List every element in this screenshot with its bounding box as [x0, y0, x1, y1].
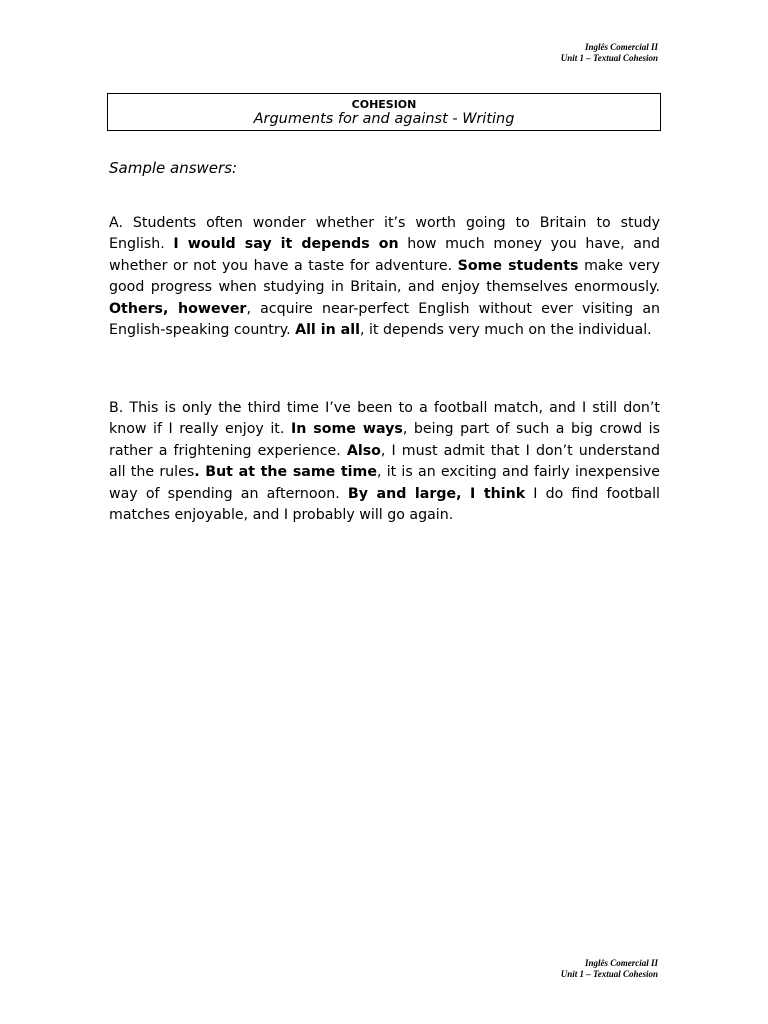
paragraph-a-text-4: , acquire near-perfect English without ever visiting an English-speaking country.	[109, 300, 661, 339]
paragraph-a-text-2: how much money you have, and whether or not you have a taste for adventure.	[109, 236, 661, 274]
paragraph-b	[109, 398, 660, 526]
paragraph-b-text-5: I do find football matches enjoyable, and I probably will go again.	[109, 485, 660, 524]
paragraph-b-connector-1: In some ways	[290, 421, 403, 438]
paragraph-a-connector-1: I would say it depends on	[173, 236, 399, 253]
paragraph-b-text-4: , it is an exciting and fairly inexpensive way of spending an afternoon.	[109, 464, 660, 502]
header-unit-title: Unit 1 – Textual Cohesion	[560, 53, 658, 63]
paragraph-b-connector-3: . But at the same time	[194, 464, 377, 481]
paragraph-a-text-3: make very good progress when studying in Britain, and enjoy themselves enormously.	[109, 257, 660, 296]
paragraph-a-connector-4: All in all	[295, 322, 360, 339]
paragraph-b-text-3: , I must admit that I don’t understand all the rules	[109, 442, 660, 481]
paragraph-a	[109, 213, 660, 341]
header-course-title: Inglês Comercial II	[584, 42, 658, 52]
title-subtitle: Arguments for and against - Writing	[253, 111, 515, 127]
paragraph-a-text-1: A. Students often wonder whether it’s worth going to Britain to study English.	[109, 215, 660, 253]
section-label: Sample answers:	[109, 159, 238, 177]
footer-course-title: Inglês Comercial II	[584, 958, 658, 968]
title-box	[107, 93, 661, 131]
running-header	[561, 42, 658, 64]
paragraph-a-text-5: , it depends very much on the individual.	[359, 322, 652, 339]
paragraph-a-connector-2: Some students	[457, 257, 579, 274]
paragraph-b-connector-2: Also	[346, 442, 381, 459]
paragraph-b-text-2: , being part of such a big crowd is rather a frightening experience.	[109, 421, 660, 459]
running-footer	[561, 958, 658, 980]
paragraph-b-connector-4: By and large, I think	[347, 485, 526, 502]
footer-unit-title: Unit 1 – Textual Cohesion	[560, 969, 658, 979]
paragraph-b-text-1: B. This is only the third time I’ve been to a football match, and I still don’t know if I really enjoy it.	[109, 400, 660, 438]
title-heading: COHESION	[351, 98, 417, 111]
paragraph-a-connector-3: Others, however	[109, 300, 247, 317]
